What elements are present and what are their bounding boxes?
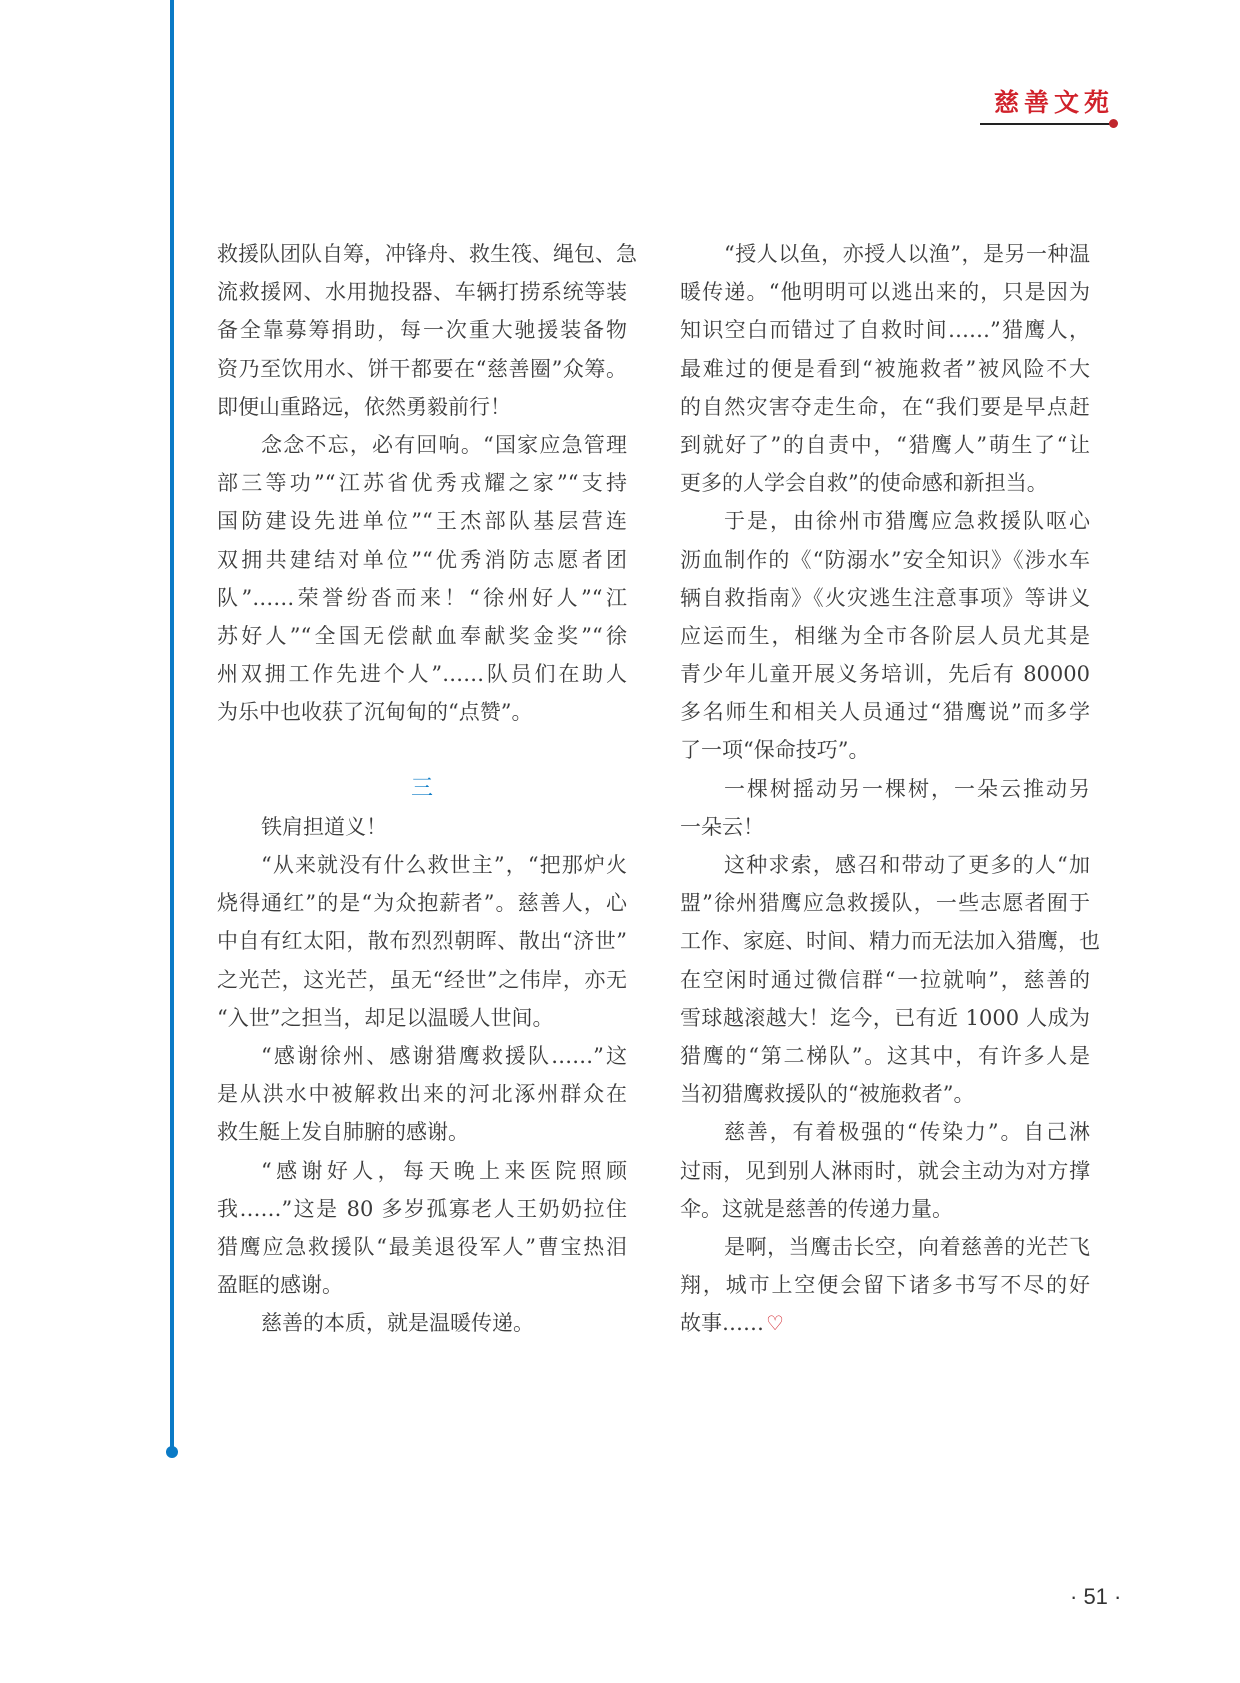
blue-margin-dot xyxy=(166,1446,178,1458)
text-line-content: 国防建设先进单位”“王杰部队基层营连 xyxy=(217,509,627,534)
text-line xyxy=(217,884,627,922)
text-line-content: 苏好人”“全国无偿献血奉献奖金奖”“徐 xyxy=(217,623,627,648)
text-line xyxy=(217,541,627,579)
text-line-content: 烧得通红”的是“为众抱薪者”。慈善人，心 xyxy=(217,891,627,916)
text-line xyxy=(680,731,1090,769)
text-line-content: 翔，城市上空便会留下诸多书写不尽的好 xyxy=(680,1273,1090,1298)
text-line xyxy=(680,464,1090,502)
text-line xyxy=(217,464,627,502)
text-line xyxy=(217,999,627,1037)
text-line xyxy=(680,1190,1090,1228)
text-line xyxy=(680,426,1090,464)
text-line-content: 知识空白而错过了自救时间……”猎鹰人， xyxy=(680,318,1090,343)
text-line-content: 念念不忘，必有回响。“国家应急管理 xyxy=(261,432,627,457)
text-line-content: 在空闲时通过微信群“一拉就响”，慈善的 xyxy=(680,967,1090,992)
text-line-content: 我……”这是 80 多岁孤寡老人王奶奶拉住 xyxy=(217,1196,627,1221)
text-line xyxy=(217,1228,627,1266)
text-line-content: 州双拥工作先进个人”……队员们在助人 xyxy=(217,662,627,687)
text-line xyxy=(680,961,1090,999)
text-line xyxy=(680,541,1090,579)
text-line xyxy=(217,579,627,617)
text-line-content: 慈善，有着极强的“传染力”。自己淋 xyxy=(724,1120,1090,1145)
paragraph xyxy=(217,846,627,1037)
text-line-content: 当初猎鹰救援队的“被施救者”。 xyxy=(680,1082,975,1107)
text-line xyxy=(680,388,1090,426)
text-line xyxy=(217,617,627,655)
text-line xyxy=(217,502,627,540)
text-line xyxy=(680,502,1090,540)
text-line-content: 故事…… xyxy=(680,1311,764,1336)
text-line-content: 为乐中也收获了沉甸甸的“点赞”。 xyxy=(217,700,533,725)
text-line-content: 即便山重路远，依然勇毅前行！ xyxy=(217,394,511,419)
text-line xyxy=(217,693,627,731)
text-line-content: 之光芒，这光芒，虽无“经世”之伟岸，亦无 xyxy=(217,967,627,992)
paragraph xyxy=(680,1113,1090,1228)
text-line xyxy=(217,1037,627,1075)
text-line xyxy=(217,1075,627,1113)
text-line xyxy=(680,1037,1090,1075)
text-line-content: 队”……荣誉纷沓而来！“徐州好人”“江 xyxy=(217,585,627,610)
text-line-content: 到就好了”的自责中，“猎鹰人”萌生了“让 xyxy=(680,432,1090,457)
paragraph xyxy=(680,502,1090,769)
text-line-content: 猎鹰应急救援队“最美退役军人”曹宝热泪 xyxy=(217,1234,627,1259)
text-line-content: 应运而生，相继为全市各阶层人员尤其是 xyxy=(680,623,1090,648)
text-line-content: 慈善的本质，就是温暖传递。 xyxy=(261,1311,534,1336)
text-line-content: 是啊，当鹰击长空，向着慈善的光芒飞 xyxy=(724,1234,1090,1259)
page-number: · 51 · xyxy=(1070,1584,1122,1609)
text-line xyxy=(680,350,1090,388)
text-line xyxy=(217,426,627,464)
header-underline-dot xyxy=(1109,119,1118,128)
text-line xyxy=(217,388,627,426)
blue-margin-line xyxy=(170,0,174,1452)
text-line-content: 铁肩担道义！ xyxy=(261,814,387,839)
text-line-content: 过雨，见到别人淋雨时，就会主动为对方撑 xyxy=(680,1158,1090,1183)
text-line-content: 雪球越滚越大！迄今，已有近 1000 人成为 xyxy=(680,1005,1090,1030)
text-line-content: 中自有红太阳，散布烈烈朝晖、散出“济世” xyxy=(217,929,627,954)
text-line-content: 资乃至饮用水、饼干都要在“慈善圈”众筹。 xyxy=(217,356,627,381)
paragraph xyxy=(217,808,627,846)
text-line xyxy=(680,808,1090,846)
text-line xyxy=(217,350,627,388)
text-line xyxy=(680,1228,1090,1266)
text-line-content: 这种求索，感召和带动了更多的人“加 xyxy=(724,853,1090,877)
paragraph xyxy=(680,770,1090,846)
text-line-content: 多名师生和相关人员通过“猎鹰说”而多学 xyxy=(680,700,1090,725)
text-line-content: 伞。这就是慈善的传递力量。 xyxy=(680,1196,953,1221)
text-line-content: “授人以鱼，亦授人以渔”，是另一种温 xyxy=(724,242,1090,266)
section-header xyxy=(982,86,1114,120)
text-line-content: 流救援网、水用抛投器、车辆打捞系统等装 xyxy=(217,280,627,305)
text-line xyxy=(680,235,1090,273)
paragraph xyxy=(217,426,627,732)
text-line-content: “感谢徐州、感谢猎鹰救援队……”这 xyxy=(261,1043,627,1068)
text-line xyxy=(680,1075,1090,1113)
text-line-content: 双拥共建结对单位”“优秀消防志愿者团 xyxy=(217,547,627,572)
text-line xyxy=(217,846,627,884)
column-title: 慈善文苑 xyxy=(993,88,1114,117)
text-line xyxy=(680,273,1090,311)
text-line xyxy=(680,1152,1090,1190)
text-line xyxy=(680,999,1090,1037)
text-line-content: 救援队团队自筹，冲锋舟、救生筏、绳包、急 xyxy=(217,242,637,266)
text-line xyxy=(217,655,627,693)
text-line-content: 一朵云！ xyxy=(680,814,764,839)
text-line xyxy=(217,1152,627,1190)
text-line xyxy=(680,579,1090,617)
text-line-content: “感谢好人，每天晚上来医院照顾 xyxy=(261,1158,627,1183)
text-line-content: “入世”之担当，却足以温暖人世间。 xyxy=(217,1005,554,1030)
text-line-content: 部三等功”“江苏省优秀戎耀之家”“支持 xyxy=(217,471,627,496)
text-line-content: 于是，由徐州市猎鹰应急救援队呕心 xyxy=(724,509,1090,534)
text-line-content: 沥血制作的《“防溺水”安全知识》《涉水车 xyxy=(680,547,1090,572)
text-line-content: 备全靠募筹捐助，每一次重大驰援装备物 xyxy=(217,318,627,343)
text-line xyxy=(217,1304,627,1342)
paragraph xyxy=(217,235,637,426)
text-line xyxy=(680,770,1090,808)
text-line xyxy=(680,1304,1090,1342)
text-line xyxy=(680,1113,1090,1151)
text-line xyxy=(680,884,1090,922)
text-line xyxy=(680,922,1100,960)
text-line-content: 是从洪水中被解救出来的河北涿州群众在 xyxy=(217,1082,627,1107)
text-line-content: 盟”徐州猎鹰应急救援队，一些志愿者囿于 xyxy=(680,891,1090,916)
text-line xyxy=(680,846,1090,884)
section-number: 三 xyxy=(410,775,433,801)
text-line xyxy=(217,1266,627,1304)
header-underline xyxy=(980,123,1112,125)
text-line-content: 了一项“保命技巧”。 xyxy=(680,738,870,763)
text-line xyxy=(217,311,627,349)
text-line-content: 辆自救指南》《火灾逃生注意事项》等讲义 xyxy=(680,585,1090,610)
text-line-content: 最难过的便是看到“被施救者”被风险不大 xyxy=(680,356,1090,381)
text-line-content: 猎鹰的“第二梯队”。这其中，有许多人是 xyxy=(680,1043,1090,1068)
right-text-column xyxy=(680,235,1100,1342)
text-line xyxy=(217,235,637,273)
text-line xyxy=(217,273,627,311)
text-line-content: “从来就没有什么救世主”，“把那炉火 xyxy=(261,853,627,878)
text-line-content: 工作、家庭、时间、精力而无法加入猎鹰，也 xyxy=(680,929,1100,954)
paragraph xyxy=(680,1228,1090,1343)
text-line xyxy=(217,922,627,960)
text-line xyxy=(217,1190,627,1228)
text-line xyxy=(680,311,1090,349)
text-line-content: 盈眶的感谢。 xyxy=(217,1273,343,1298)
text-line-content: 青少年儿童开展义务培训，先后有 80000 xyxy=(680,662,1090,687)
text-line xyxy=(680,617,1090,655)
paragraph xyxy=(217,1304,627,1342)
text-line-content: 救生艇上发自肺腑的感谢。 xyxy=(217,1120,469,1145)
text-line xyxy=(680,655,1090,693)
paragraph xyxy=(217,1037,627,1152)
text-line xyxy=(217,1113,627,1151)
paragraph xyxy=(680,235,1090,502)
text-line xyxy=(680,1266,1090,1304)
paragraph xyxy=(217,1152,627,1305)
text-line-content: 更多的人学会自救”的使命感和新担当。 xyxy=(680,471,1048,496)
left-text-column xyxy=(217,235,637,1342)
text-line xyxy=(217,808,627,846)
text-line-content: 的自然灾害夺走生命，在“我们要是早点赶 xyxy=(680,394,1090,419)
text-line-content: 暖传递。“他明明可以逃出来的，只是因为 xyxy=(680,280,1090,305)
text-line xyxy=(680,693,1090,731)
paragraph xyxy=(680,846,1100,1113)
text-line xyxy=(217,961,627,999)
heart-icon: ♡ xyxy=(766,1311,784,1336)
text-line-content: 一棵树摇动另一棵树，一朵云推动另 xyxy=(724,776,1090,801)
